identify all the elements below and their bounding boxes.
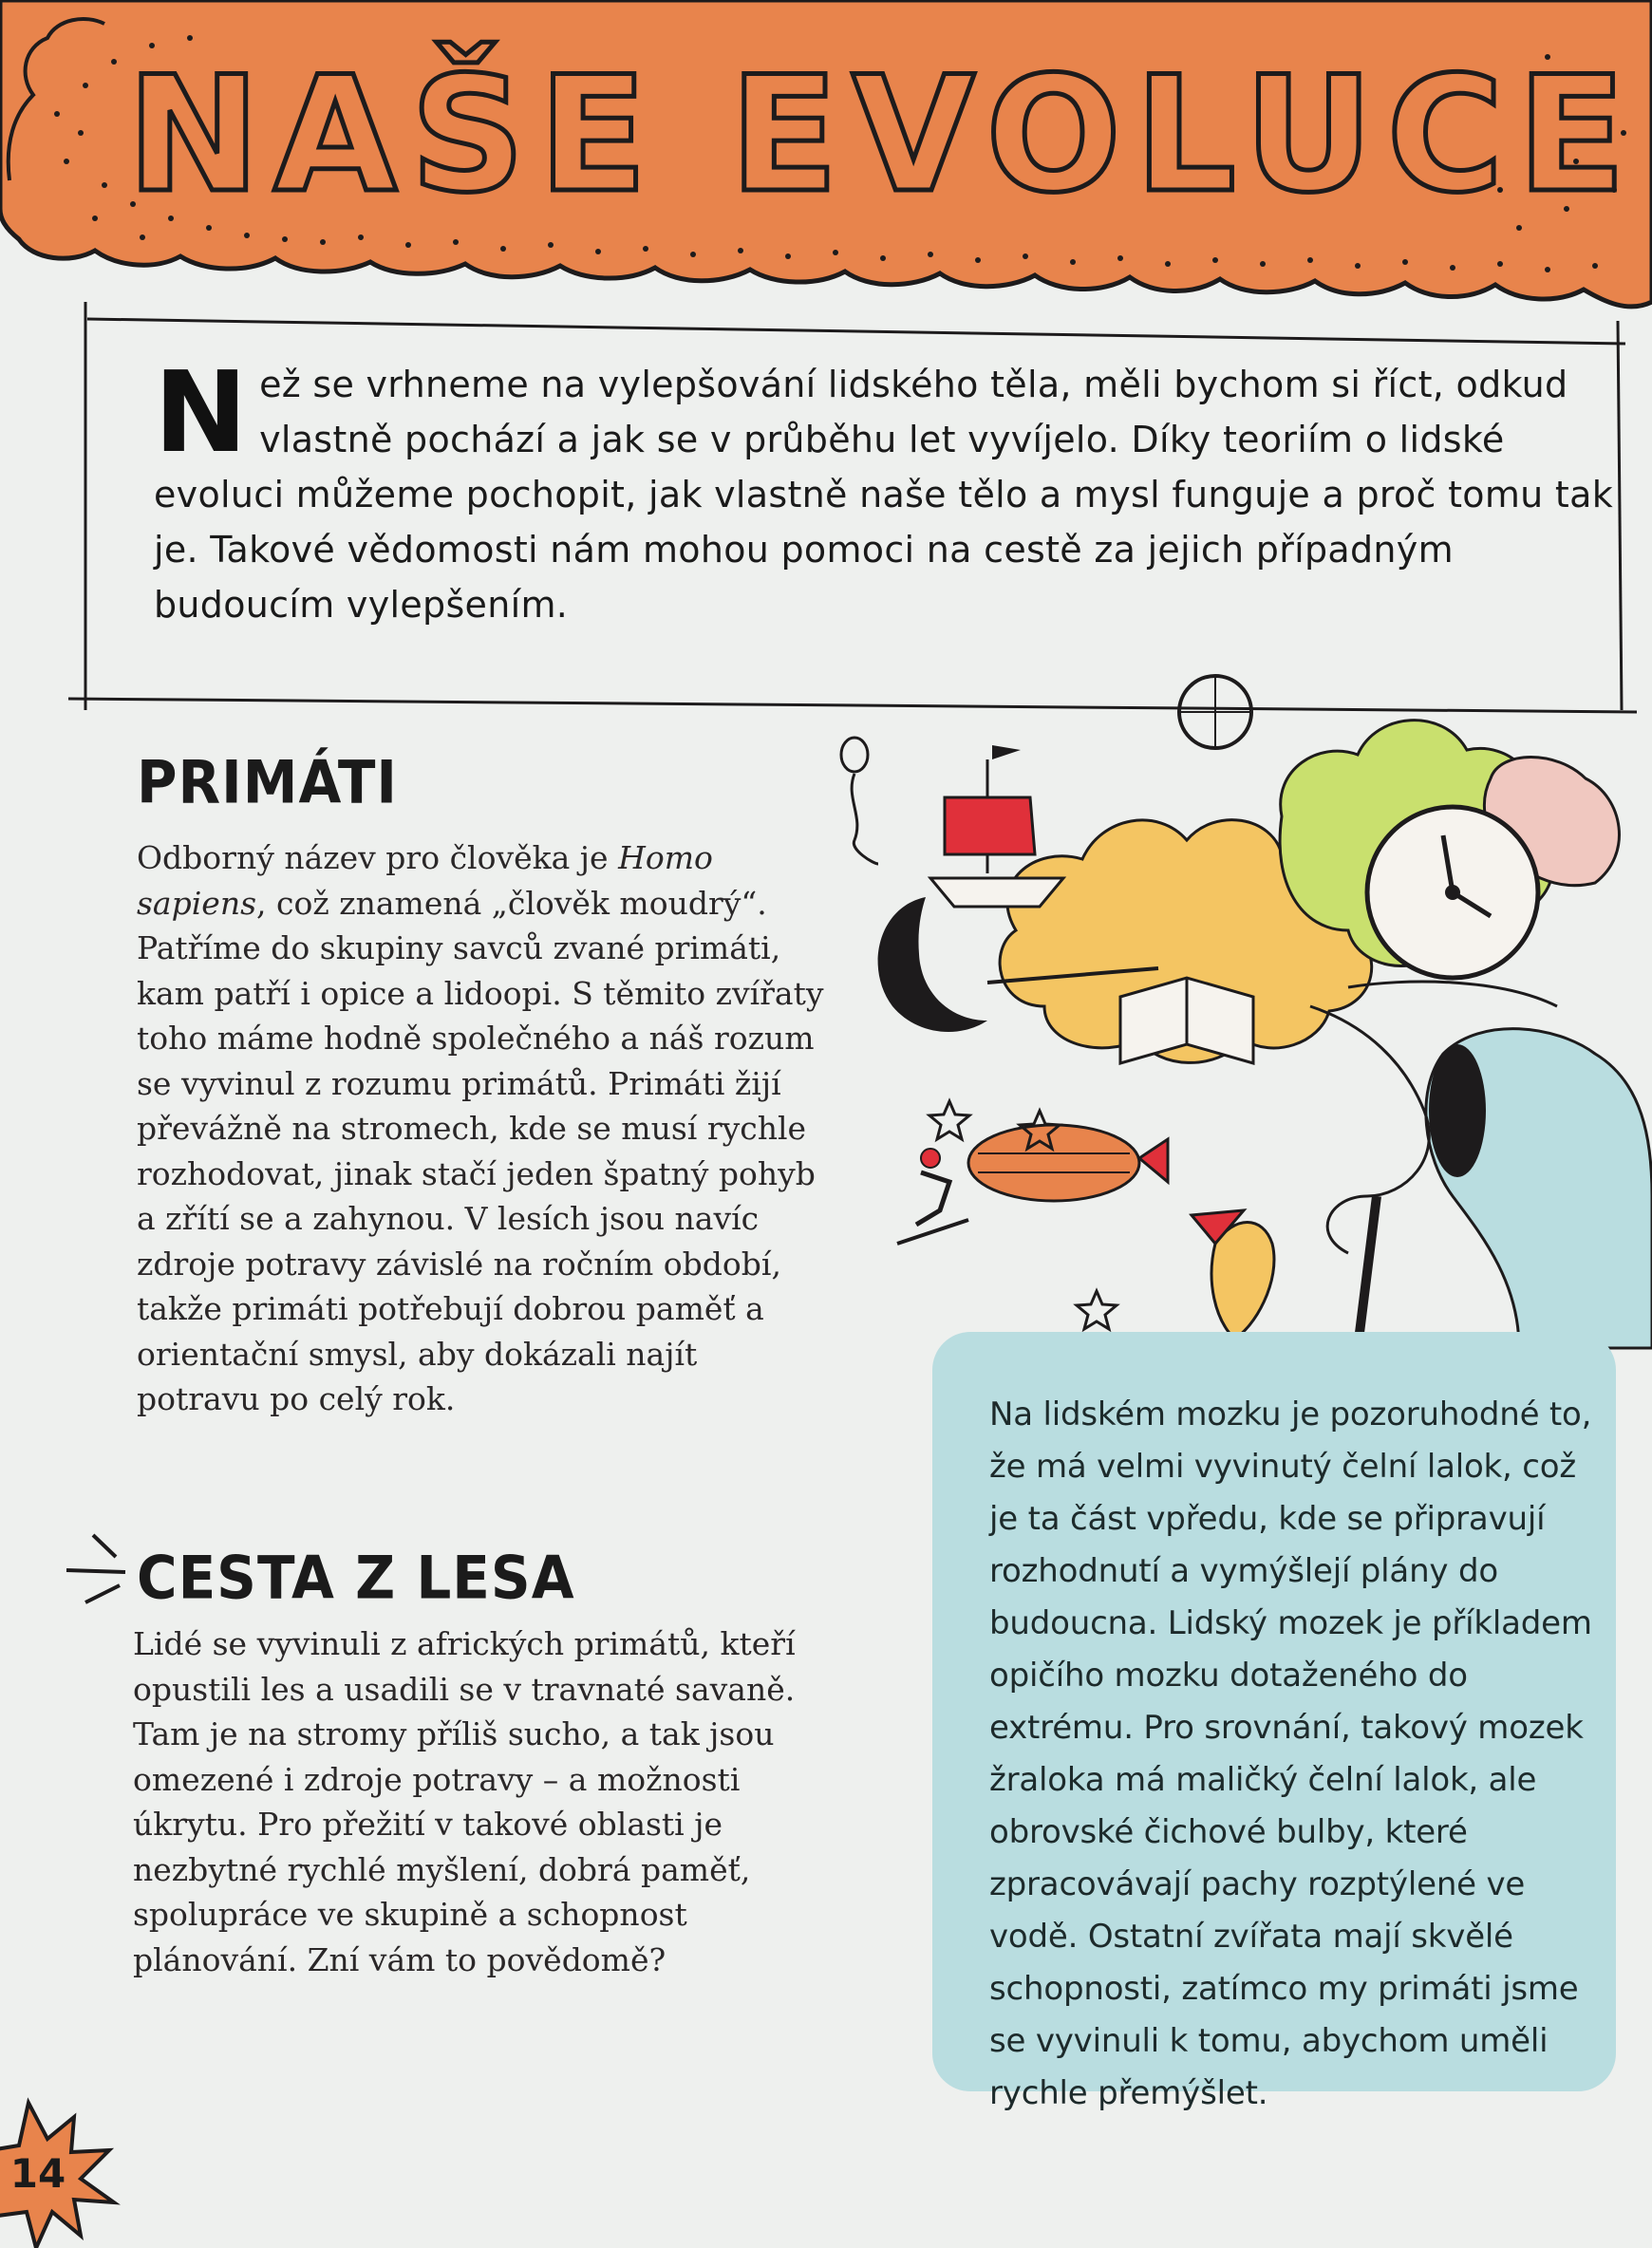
hole-icon — [1429, 1044, 1486, 1177]
page-title — [126, 38, 1640, 228]
info-callout-text: Na lidském mozku je pozoruhodné to, že má velmi vyvinutý čelní lalok, což je ta část vpředu, kde se připravují rozhodnutí a vymýšlejí plány do budoucna. Lidský mozek je příkladem opičího mozku dotaženého do extrému. Pro srovnání, takový mozek žraloka má maličký čelní lalok, ale obrovské čichové bulby, které zpracovávají pachy rozptýlené ve vodě. Ostatní zvířata mají skvělé schopnosti, zatímco my primáti jsme se vyvinuli k tomu, abychom uměli rychle přemýšlet. — [989, 1396, 1592, 2112]
moon-icon — [878, 897, 987, 1032]
intro-paragraph — [154, 347, 1635, 632]
star-icon — [929, 1101, 969, 1139]
ship-sail-icon — [945, 797, 1035, 854]
section-heading-primati: PRIMÁTI — [137, 747, 398, 817]
balloon-icon — [841, 738, 868, 772]
page-title-text: NAŠE EVOLUCE — [126, 42, 1640, 228]
fish-tail-icon — [1211, 1223, 1274, 1339]
info-callout-box — [932, 1332, 1616, 2112]
section-heading-cesta: CESTA Z LESA — [137, 1543, 575, 1613]
intro-dropcap: N — [154, 347, 249, 478]
primati-text-end: , což znamená „člověk moudrý“. Patříme do skupiny savců zvané primáti, kam patří i opice a lidoopi. S těmito zvířaty toho máme hodně společného a náš rozum se vyvinul z rozumu primátů. Primáti žijí převážně na stromech, kde se musí rychle rozhodovat, jinak stačí jeden špatný pohyb a zřítí se a zahynou. V lesích jsou navíc zdroje potravy závislé na ročním období, takže primáti potřebují dobrou paměť a orientační smysl, aby dokázali najít potravu po celý rok. — [137, 884, 824, 1417]
evolution-illustration — [835, 665, 1652, 1348]
page-number: 14 — [9, 2150, 66, 2197]
airship-icon — [968, 1125, 1139, 1201]
section-text-cesta: Lidé se vyvinuli z afrických primátů, kteří opustili les a usadili se v travnaté savaně. Tam je na stromy příliš sucho, a tak jsou omezené i zdroje potravy – a možnosti úkrytu. Pro přežití v takové oblasti je nezbytné rychlé myšlení, dobrá paměť, spolupráce ve skupině a schopnost plánování. Zní vám to povědomě? — [133, 1625, 796, 1978]
emphasis-marks-icon — [57, 1530, 133, 1606]
intro-text: ež se vrhneme na vylepšování lidského těla, měli bychom si říct, odkud vlastně pochází a jak se v průběhu let vyvíjelo. Díky teoriím o lidské evoluci můžeme pochopit, jak vlastně naše tělo a mysl funguje a proč tomu tak je. Takové vědomosti nám mohou pomoci na cestě za jejich případným budoucím vylepšením. — [154, 364, 1613, 626]
intro-box — [68, 302, 1637, 710]
primati-italic-term: Homo sapiens — [137, 839, 713, 922]
skier-icon — [921, 1149, 940, 1168]
primati-text-start: Odborný název pro člověka je — [137, 839, 619, 876]
section-text-primati — [137, 835, 830, 1422]
star-icon — [1077, 1291, 1117, 1329]
